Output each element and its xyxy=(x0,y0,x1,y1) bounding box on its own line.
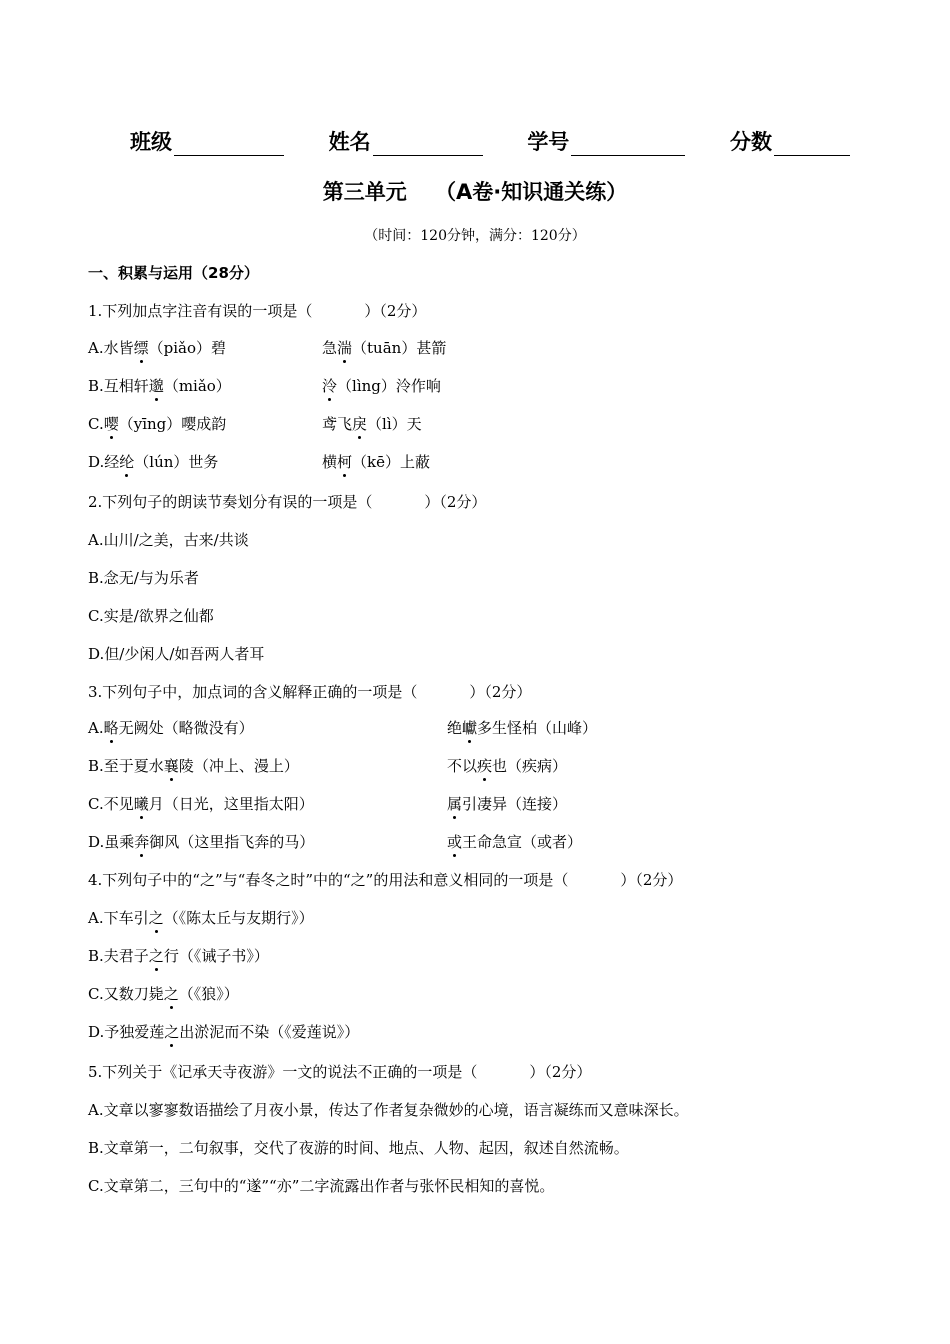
q3-option-c: C.不见曦月（日光，这里指太阳） xyxy=(88,795,314,813)
name-field xyxy=(329,126,483,156)
q3-option-b: B.至于夏水襄陵（冲上、漫上） xyxy=(88,757,299,775)
student-id-blank[interactable] xyxy=(571,133,685,156)
question-4-stem: 4.下列句子中的“之”与“春冬之时”中的“之”的用法和意义相同的一项是（ ）（2分） xyxy=(88,871,683,889)
exam-time-info: （时间：120分钟，满分：120分） xyxy=(364,228,586,244)
q4-option-a: A.下车引之（《陈太丘与友期行》） xyxy=(88,909,314,927)
q1-option-d-2: 横柯（kē）上蔽 xyxy=(322,453,430,471)
q3-option-d-2: 或王命急宣（或者） xyxy=(447,833,583,851)
q3-option-a: A.略无阙处（略微没有） xyxy=(88,719,254,737)
student-info-row xyxy=(130,126,850,156)
q5-option-b: B.文章第一，二句叙事，交代了夜游的时间、地点、人物、起因，叙述自然流畅。 xyxy=(88,1139,629,1157)
q3-option-b-2: 不以疾也（疾病） xyxy=(447,757,568,775)
q5-option-a: A.文章以寥寥数语描绘了月夜小景，传达了作者复杂微妙的心境，语言凝练而又意味深长。 xyxy=(88,1101,689,1119)
question-5-stem: 5.下列关于《记承天寺夜游》一文的说法不正确的一项是（ ）（2分） xyxy=(88,1063,592,1081)
page-title: 第三单元 （A卷·知识通关练） xyxy=(322,180,628,204)
q2-option-a: A.山川/之美，古来/共谈 xyxy=(88,531,249,549)
class-field xyxy=(130,126,284,156)
q1-option-c-2: 鸢飞戾（lì）天 xyxy=(322,415,422,433)
class-label: 班级 xyxy=(130,130,172,154)
q1-option-d: D.经纶（lún）世务 xyxy=(88,453,219,471)
student-id-label: 学号 xyxy=(527,130,570,154)
question-2-stem: 2.下列句子的朗读节奏划分有误的一项是（ ）（2分） xyxy=(88,493,487,511)
section-heading: 一、积累与运用（28分） xyxy=(88,264,259,282)
q4-option-d: D.予独爱莲之出淤泥而不染（《爱莲说》） xyxy=(88,1023,360,1041)
q3-option-d: D.虽乘奔御风（这里指飞奔的马） xyxy=(88,833,315,851)
score-label: 分数 xyxy=(729,130,772,154)
q2-option-b: B.念无/与为乐者 xyxy=(88,569,199,587)
score-blank[interactable] xyxy=(774,133,850,156)
question-1-stem: 1.下列加点字注音有误的一项是（ ）（2分） xyxy=(88,302,427,320)
q3-option-c-2: 属引凄异（连接） xyxy=(447,795,568,813)
q4-option-b: B.夫君子之行（《诫子书》） xyxy=(88,947,269,965)
q5-option-c: C.文章第二，三句中的“遂”“亦”二字流露出作者与张怀民相知的喜悦。 xyxy=(88,1177,555,1195)
q4-option-c: C.又数刀毙之（《狼》） xyxy=(88,985,239,1003)
q1-option-b: B.互相轩邈（miǎo） xyxy=(88,377,231,395)
q2-option-d: D.但/少闲人/如吾两人者耳 xyxy=(88,645,265,663)
q1-option-a: A.水皆缥（piǎo）碧 xyxy=(88,339,226,357)
name-blank[interactable] xyxy=(373,133,483,156)
q1-option-c: C.嘤（yīng）嘤成韵 xyxy=(88,415,227,433)
q2-option-c: C.实是/欲界之仙都 xyxy=(88,607,214,625)
name-label: 姓名 xyxy=(328,130,371,154)
class-blank[interactable] xyxy=(174,133,284,156)
question-3-stem: 3.下列句子中，加点词的含义解释正确的一项是（ ）（2分） xyxy=(88,683,532,701)
q3-option-a-2: 绝巘多生怪柏（山峰） xyxy=(447,719,598,737)
q1-option-a-2: 急湍（tuān）甚箭 xyxy=(322,339,447,357)
student-id-field xyxy=(527,126,685,156)
score-field xyxy=(730,126,850,156)
q1-option-b-2: 泠（lìng）泠作响 xyxy=(322,377,441,395)
